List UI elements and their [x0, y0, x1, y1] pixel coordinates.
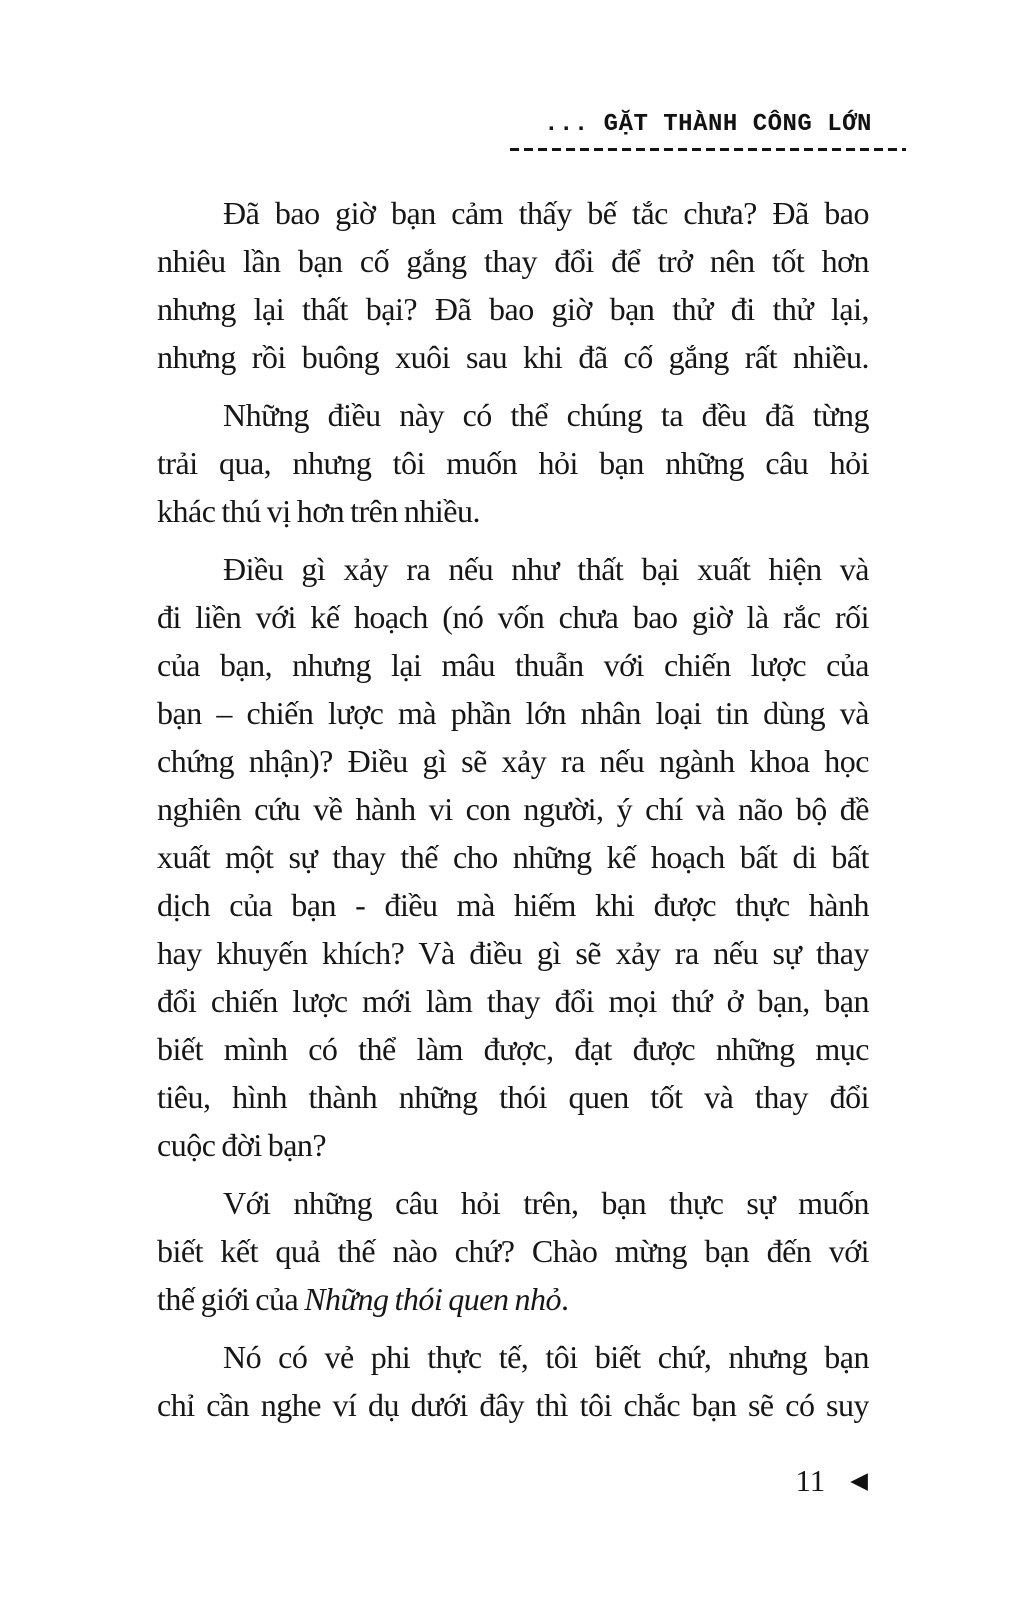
page-number: 11	[795, 1463, 826, 1498]
paragraph-4	[157, 1179, 869, 1323]
text-line: chứng nhận)? Điều gì sẽ xảy ra nếu ngành khoa học	[157, 743, 869, 779]
text-line: biết mình có thể làm được, đạt được những mục	[157, 1031, 869, 1067]
text-line: cuộc đời bạn?	[157, 1127, 327, 1163]
text-line: Nó có vẻ phi thực tế, tôi biết chứ, nhưng bạn	[223, 1339, 869, 1375]
page-footer	[795, 1464, 868, 1498]
text-line: trải qua, nhưng tôi muốn hỏi bạn những câu hỏi	[157, 445, 869, 481]
text-line: khác thú vị hơn trên nhiều.	[157, 493, 480, 529]
text-line: Những điều này có thể chúng ta đều đã từng	[223, 397, 869, 433]
text-line: đổi chiến lược mới làm thay đổi mọi thứ ở bạn, bạn	[157, 983, 869, 1019]
paragraph-3	[157, 545, 869, 1169]
text-line: Với những câu hỏi trên, bạn thực sự muốn	[223, 1185, 869, 1221]
text-line: dịch của bạn - điều mà hiếm khi được thực hành	[157, 887, 869, 923]
text-line: nhiêu lần bạn cố gắng thay đổi để trở nên tốt hơn	[157, 243, 869, 279]
running-header	[510, 112, 906, 151]
text-line: hay khuyến khích? Và điều gì sẽ xảy ra nếu sự thay	[157, 935, 869, 971]
text-line: nhưng rồi buông xuôi sau khi đã cố gắng rất nhiều.	[157, 339, 869, 375]
body-text	[157, 189, 869, 1439]
text-line: biết kết quả thế nào chứ? Chào mừng bạn đến với	[157, 1233, 869, 1269]
text-line	[157, 1275, 869, 1323]
text-line: đi liền với kế hoạch (nó vốn chưa bao giờ là rắc rối	[157, 599, 869, 635]
text-line: Đã bao giờ bạn cảm thấy bế tắc chưa? Đã bao	[223, 195, 869, 231]
text-line: của bạn, nhưng lại mâu thuẫn với chiến lược của	[157, 647, 869, 683]
text-line: Điều gì xảy ra nếu như thất bại xuất hiện và	[223, 551, 869, 587]
left-triangle-icon: ◀	[850, 1467, 868, 1494]
chapter-title: ... GẶT THÀNH CÔNG LỚN	[544, 111, 872, 138]
text-segment: thế giới của	[157, 1281, 305, 1317]
text-line: nghiên cứu về hành vi con người, ý chí và não bộ đề	[157, 791, 869, 827]
text-line: tiêu, hình thành những thói quen tốt và thay đổi	[157, 1079, 869, 1115]
paragraph-5	[157, 1333, 869, 1429]
text-segment: .	[560, 1281, 569, 1317]
text-line: bạn – chiến lược mà phần lớn nhân loại tin dùng và	[157, 695, 869, 731]
book-title-italic: Những thói quen nhỏ	[304, 1281, 561, 1317]
text-line: chỉ cần nghe ví dụ dưới đây thì tôi chắc bạn sẽ có suy	[157, 1387, 869, 1423]
paragraph-2	[157, 391, 869, 535]
dashed-rule	[510, 148, 906, 151]
paragraph-1	[157, 189, 869, 381]
text-line: xuất một sự thay thế cho những kế hoạch bất di bất	[157, 839, 869, 875]
text-line: nhưng lại thất bại? Đã bao giờ bạn thử đi thử lại,	[157, 291, 869, 327]
